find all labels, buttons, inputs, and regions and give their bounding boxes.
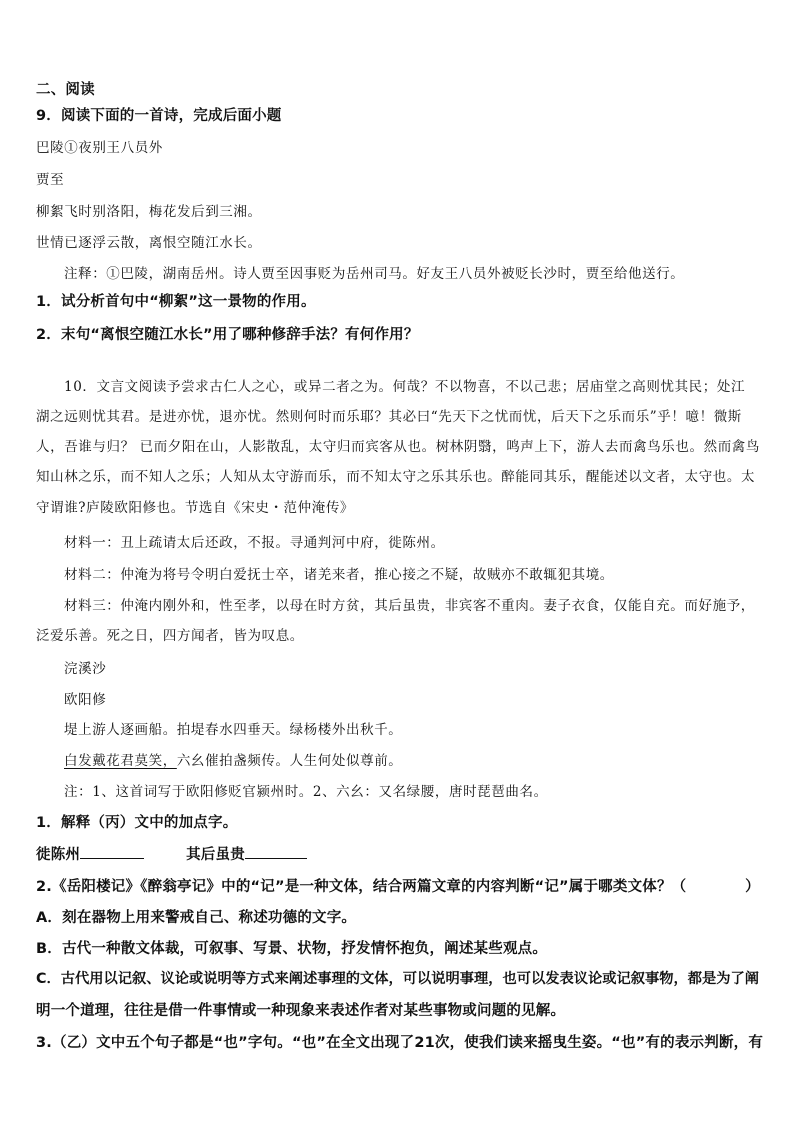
q10-ci-author: 欧阳修 [64, 692, 107, 708]
q9-poem-line-1: 柳絮飞时别洛阳，梅花发后到三湘。 [36, 204, 262, 220]
q10-fill-blanks [36, 843, 307, 864]
option-a: A．刻在器物上用来警戒自己、称述功德的文字。 [36, 910, 357, 926]
q10-ci-line-2-rest: 六幺催拍盏频传。人生何处似尊前。 [176, 753, 403, 769]
q10-ci-note: 注：1、这首词写于欧阳修贬官颍州时。2、六幺：又名绿腰，唐时琵琶曲名。 [64, 784, 548, 800]
q9-prompt: 9．阅读下面的一首诗，完成后面小题 [36, 108, 282, 124]
section-heading: 二、阅读 [36, 82, 95, 98]
q9-note: 注释：①巴陵，湖南岳州。诗人贾至因事贬为岳州司马。好友王八员外被贬长沙时，贾至给他送行。 [64, 266, 685, 282]
q10-ci-title: 浣溪沙 [64, 661, 107, 677]
option-c-line-1: C．古代用以记叙、议论或说明等方式来阐述事理的文体，可以说明事理，也可以发表议论或记叙事物，都是为了阐 [36, 971, 759, 987]
q9-poem-author: 贾至 [36, 172, 65, 188]
q10-material-1: 材料一：丑上疏请太后还政，不报。寻通判河中府，徙陈州。 [64, 535, 445, 551]
q10-passage-line-2: 湖之远则忧其君。是进亦忧，退亦忧。然则何时而乐耶？其必曰“先天下之忧而忧，后天下之乐而乐”乎！噫！微斯 [36, 409, 742, 425]
q10-sub-question-2: 2.《岳阳楼记》《醉翁亭记》中的“记”是一种文体，结合两篇文章的内容判断“记”属于哪类文体？（ ） [36, 879, 760, 895]
q10-ci-line-1: 堤上游人逐画船。拍堤春水四垂天。绿杨楼外出秋千。 [64, 722, 403, 738]
blank-label-a: 徙陈州 [36, 847, 81, 863]
answer-blank-b[interactable] [245, 844, 307, 859]
q10-passage-line-1: 10．文言文阅读予尝求古仁人之心，或异二者之为。何哉？不以物喜，不以己悲；居庙堂之高则忧其民；处江 [64, 379, 746, 395]
q9-poem-line-2: 世情已逐浮云散，离恨空随江水长。 [36, 235, 262, 251]
q10-ci-line-2 [64, 749, 402, 769]
q9-poem-title: 巴陵①夜别王八员外 [36, 140, 163, 156]
answer-blank-a[interactable] [80, 844, 144, 859]
q10-passage-line-4: 知山林之乐，而不知人之乐；人知从太守游而乐，而不知太守之乐其乐也。醉能同其乐，醒能述以文者，太守也。太 [36, 469, 756, 485]
q10-sub-question-1: 1．解释（丙）文中的加点字。 [36, 815, 238, 831]
q10-passage-line-5: 守谓谁?庐陵欧阳修也。节选自《宋史・范仲淹传》 [36, 500, 355, 516]
q10-passage-line-3: 人，吾谁与归？ 已而夕阳在山，人影散乱，太守归而宾客从也。树林阴翳，鸣声上下，游人去而禽鸟乐也。然而禽鸟 [36, 439, 760, 455]
q10-material-3-line-1: 材料三：仲淹内刚外和，性至孝，以母在时方贫，其后虽贵，非宾客不重肉。妻子衣食，仅能自充。而好施予， [64, 598, 755, 614]
q10-material-3-line-2: 泛爱乐善。死之日，四方闻者，皆为叹息。 [36, 628, 304, 644]
q9-sub-question-1: 1．试分析首句中“柳絮”这一景物的作用。 [36, 294, 316, 310]
q10-ci-underlined-phrase: 白发戴花君莫笑， [64, 753, 177, 769]
blank-label-b: 其后虽贵 [186, 847, 245, 863]
option-b: B．古代一种散文体裁，可叙事、写景、状物，抒发情怀抱负，阐述某些观点。 [36, 941, 548, 957]
q10-material-2: 材料二：仲淹为将号令明白爱抚士卒，诸羌来者，推心接之不疑，故贼亦不敢辄犯其境。 [64, 567, 614, 583]
q9-sub-question-2: 2．末句“离恨空随江水长”用了哪种修辞手法？有何作用？ [36, 327, 419, 343]
q10-sub-question-3: 3.（乙）文中五个句子都是“也”字句。“也”在全文出现了21次，使我们读来摇曳生姿。“也”有的表示判断，有 [36, 1035, 764, 1051]
option-c-line-2: 明一个道理，往往是借一件事情或一种现象来表述作者对某些事物或问题的见解。 [36, 1003, 566, 1019]
